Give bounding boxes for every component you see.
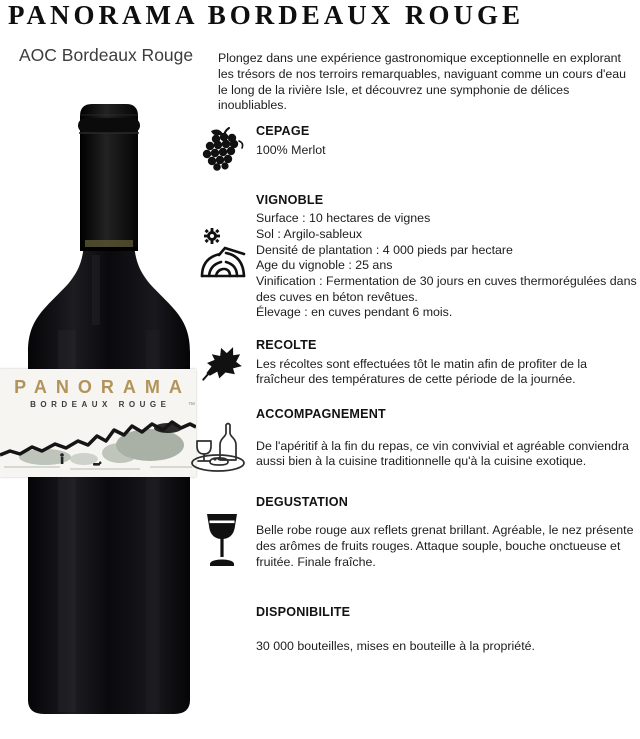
- appellation-subtitle: AOC Bordeaux Rouge: [19, 45, 194, 65]
- section-line: 100% Merlot: [256, 142, 326, 157]
- section-accompagnement: [199, 407, 639, 479]
- section-line: Densité de plantation : 4 000 pieds par hectare: [256, 242, 513, 257]
- details-column: [199, 124, 639, 655]
- section-paragraph: De l'apéritif à la fin du repas, ce vin convivial et agréable conviendra aussi bien à la cuisine traditionnelle qu'à la cuisine exotique.: [256, 438, 629, 469]
- vine-leaf-icon: [199, 341, 243, 383]
- section-heading: VIGNOBLE: [256, 192, 324, 207]
- label-appellation: BORDEAUX ROUGE: [30, 400, 171, 409]
- section-heading: CEPAGE: [256, 124, 310, 138]
- section-paragraph: 30 000 bouteilles, mises en bouteille à la propriété.: [256, 639, 535, 654]
- section-line: Surface : 10 hectares de vignes: [256, 211, 431, 226]
- section-heading: RECOLTE: [256, 337, 317, 352]
- label-landscape-illustration: [0, 419, 196, 477]
- section-heading: ACCOMPAGNEMENT: [256, 406, 386, 421]
- wine-glass-icon: [202, 512, 242, 570]
- section-heading: DISPONIBILITE: [256, 605, 351, 620]
- section-vignoble: [199, 193, 639, 321]
- section-heading: DEGUSTATION: [256, 494, 348, 509]
- section-paragraph: Les récoltes sont effectuées tôt le matin afin de profiter de la fraîcheur des températures de cette période de la journée.: [256, 356, 588, 387]
- table-setting-icon: [189, 420, 253, 474]
- section-line: Sol : Argilo-sableux: [256, 227, 363, 242]
- page-title: PANORAMA BORDEAUX ROUGE: [8, 0, 524, 30]
- bottle-label: [0, 369, 196, 477]
- trademark-symbol: ™: [188, 402, 195, 409]
- section-recolte: [199, 338, 639, 388]
- grapes-icon: [199, 125, 247, 171]
- section-degustation: [199, 495, 639, 575]
- section-disponibilite: [199, 605, 639, 654]
- field-rows-icon: [199, 225, 247, 279]
- section-cepage: [199, 124, 639, 176]
- intro-paragraph: Plongez dans une expérience gastronomique exceptionnelle en explorant les trésors de nos terroirs remarquables, naviguant comme un cours d'eau le long de la rivière Isle, et découvrez une symphonie de délices inoubliables.: [218, 51, 627, 113]
- section-line: Vinification : Fermentation de 30 jours en cuves thermorégulées dans des cuves en béton revêtues.: [256, 273, 637, 304]
- label-brand-name: PANORAMA: [14, 377, 191, 397]
- section-line: Age du vignoble : 25 ans: [256, 258, 393, 273]
- section-paragraph: Belle robe rouge aux reflets grenat brillant. Agréable, le nez présente des arômes de fruits rouges. Attaque souple, bouche onctueuse et fruitée. Finale fraîche.: [256, 523, 634, 569]
- section-line: Élevage : en cuves pendant 6 mois.: [256, 305, 453, 320]
